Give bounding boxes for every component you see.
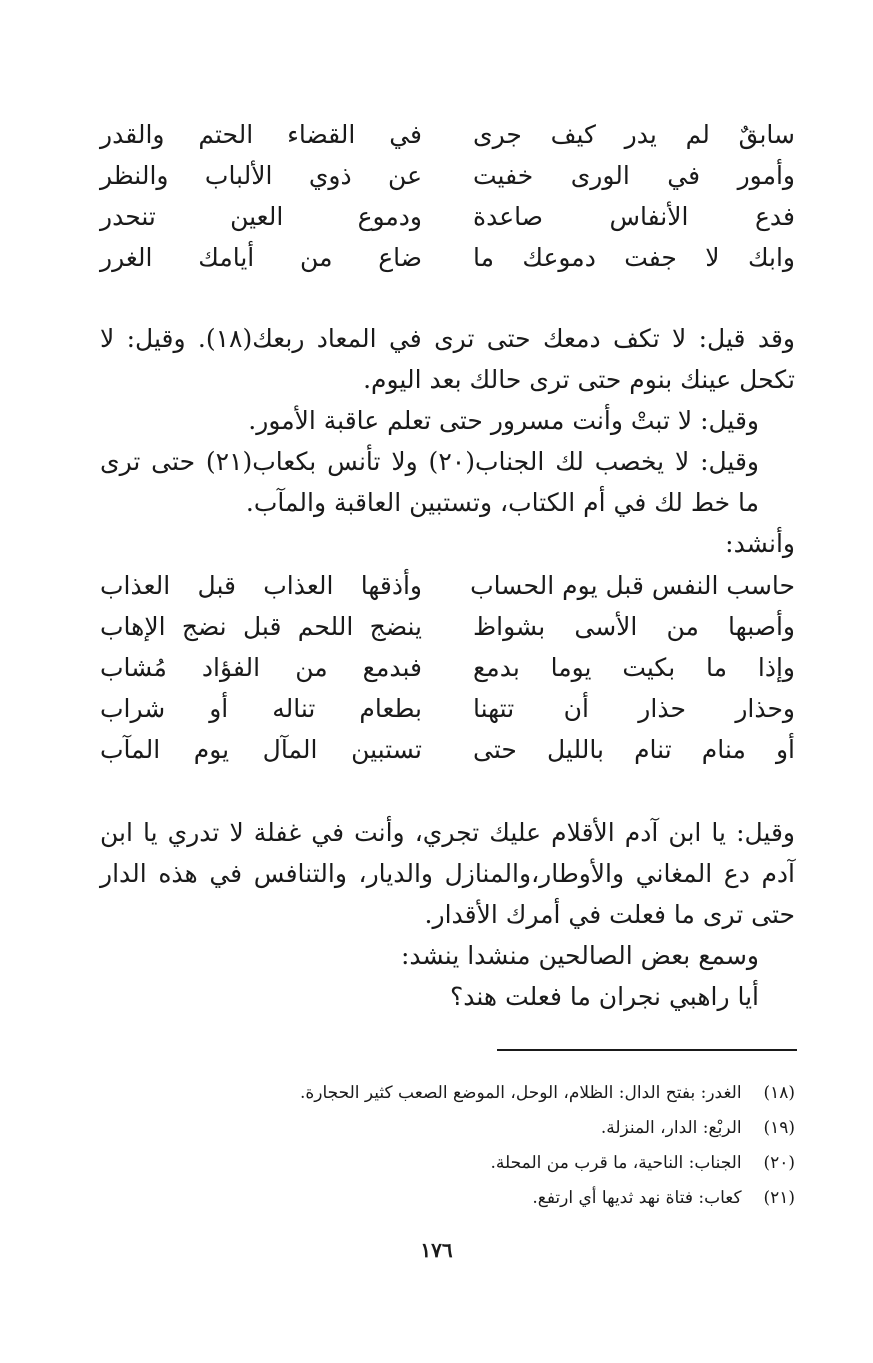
verse	[100, 606, 795, 647]
verse-second-hemistich: ينضج اللحم قبل نضج الإهاب	[100, 612, 422, 641]
page-number: ١٧٦	[420, 1238, 453, 1262]
verse	[100, 647, 795, 688]
footnote-separator	[497, 1049, 797, 1051]
verse	[100, 237, 795, 278]
verse-second-hemistich: وأذقها العذاب قبل العذاب	[100, 571, 422, 600]
verse-second-hemistich: فبدمع من الفؤاد مُشاب	[100, 653, 422, 682]
verse-first-hemistich: أو منام تنام بالليل حتى	[473, 735, 795, 764]
verse-first-hemistich: وإذا ما بكيت يوما بدمع	[473, 653, 795, 682]
paragraph: أيا راهبي نجران ما فعلت هند؟	[450, 982, 759, 1011]
paragraph: وقد قيل: لا تكف دمعك حتى ترى في المعاد ربعك(١٨). وقيل: لا تكحل عينك بنوم حتى ترى حالك بعد اليوم.	[100, 324, 795, 394]
poem-intro: وأنشد:	[725, 529, 795, 558]
footnote	[155, 1076, 795, 1111]
prose-block-second	[100, 812, 795, 1017]
footnote-number: (٢٠)	[763, 1153, 795, 1173]
footnote-number: (٢١)	[763, 1188, 795, 1208]
verse-second-hemistich: بطعام تناله أو شراب	[100, 694, 422, 723]
verse	[100, 688, 795, 729]
verse-second-hemistich: تستبين المآل يوم المآب	[100, 735, 422, 764]
footnote	[155, 1111, 795, 1146]
footnote-text: الربْع: الدار، المنزلة.	[600, 1118, 742, 1138]
paragraph: وقيل: لا تبتْ وأنت مسرور حتى تعلم عاقبة الأمور.	[248, 406, 759, 435]
verse-first-hemistich: حاسب النفس قبل يوم الحساب	[470, 571, 795, 600]
verse	[100, 114, 795, 155]
footnote-number: (١٨)	[763, 1083, 795, 1103]
verse-second-hemistich: في القضاء الحتم والقدر	[100, 120, 422, 149]
poem-second	[100, 565, 795, 770]
paragraph: وقيل: لا يخصب لك الجناب(٢٠) ولا تأنس بكعاب(٢١) حتى ترى ما خط لك في أم الكتاب، وتستبين العاقبة والمآب.	[100, 447, 759, 517]
footnotes	[155, 1076, 795, 1216]
verse-first-hemistich: وأصبها من الأسى بشواظ	[473, 612, 795, 641]
verse-first-hemistich: وحذار حذار أن تتهنا	[473, 694, 795, 723]
footnote	[155, 1146, 795, 1181]
verse-first-hemistich: وابك لا جفت دموعك ما	[473, 243, 795, 272]
footnote	[155, 1181, 795, 1216]
verse-second-hemistich: ودموع العين تنحدر	[100, 202, 422, 231]
poem-first	[100, 114, 795, 278]
verse-first-hemistich: وأمور في الورى خفيت	[473, 161, 795, 190]
paragraph: وسمع بعض الصالحين منشدا ينشد:	[400, 941, 759, 970]
footnote-text: الغدر: بفتح الدال: الظلام، الوحل، الموضع الصعب كثير الحجارة.	[299, 1083, 742, 1103]
footnote-text: كعاب: فتاة نهد ثديها أي ارتفع.	[532, 1188, 742, 1208]
verse-first-hemistich: سابقٌ لم يدر كيف جرى	[473, 120, 795, 149]
verse-second-hemistich: ضاع من أيامك الغرر	[100, 243, 422, 272]
paragraph: وقيل: يا ابن آدم الأقلام عليك تجري، وأنت في غفلة لا تدري يا ابن آدم دع المغاني والأوطار،والمنازل والديار، والتنافس في هذه الدار حتى ترى ما فعلت في أمرك الأقدار.	[100, 818, 795, 929]
verse	[100, 565, 795, 606]
verse	[100, 729, 795, 770]
footnote-number: (١٩)	[763, 1118, 795, 1138]
prose-block-first	[100, 318, 795, 564]
verse	[100, 155, 795, 196]
verse	[100, 196, 795, 237]
footnote-text: الجناب: الناحية، ما قرب من المحلة.	[490, 1153, 742, 1173]
verse-first-hemistich: فدع الأنفاس صاعدة	[473, 202, 795, 231]
verse-second-hemistich: عن ذوي الألباب والنظر	[100, 161, 422, 190]
